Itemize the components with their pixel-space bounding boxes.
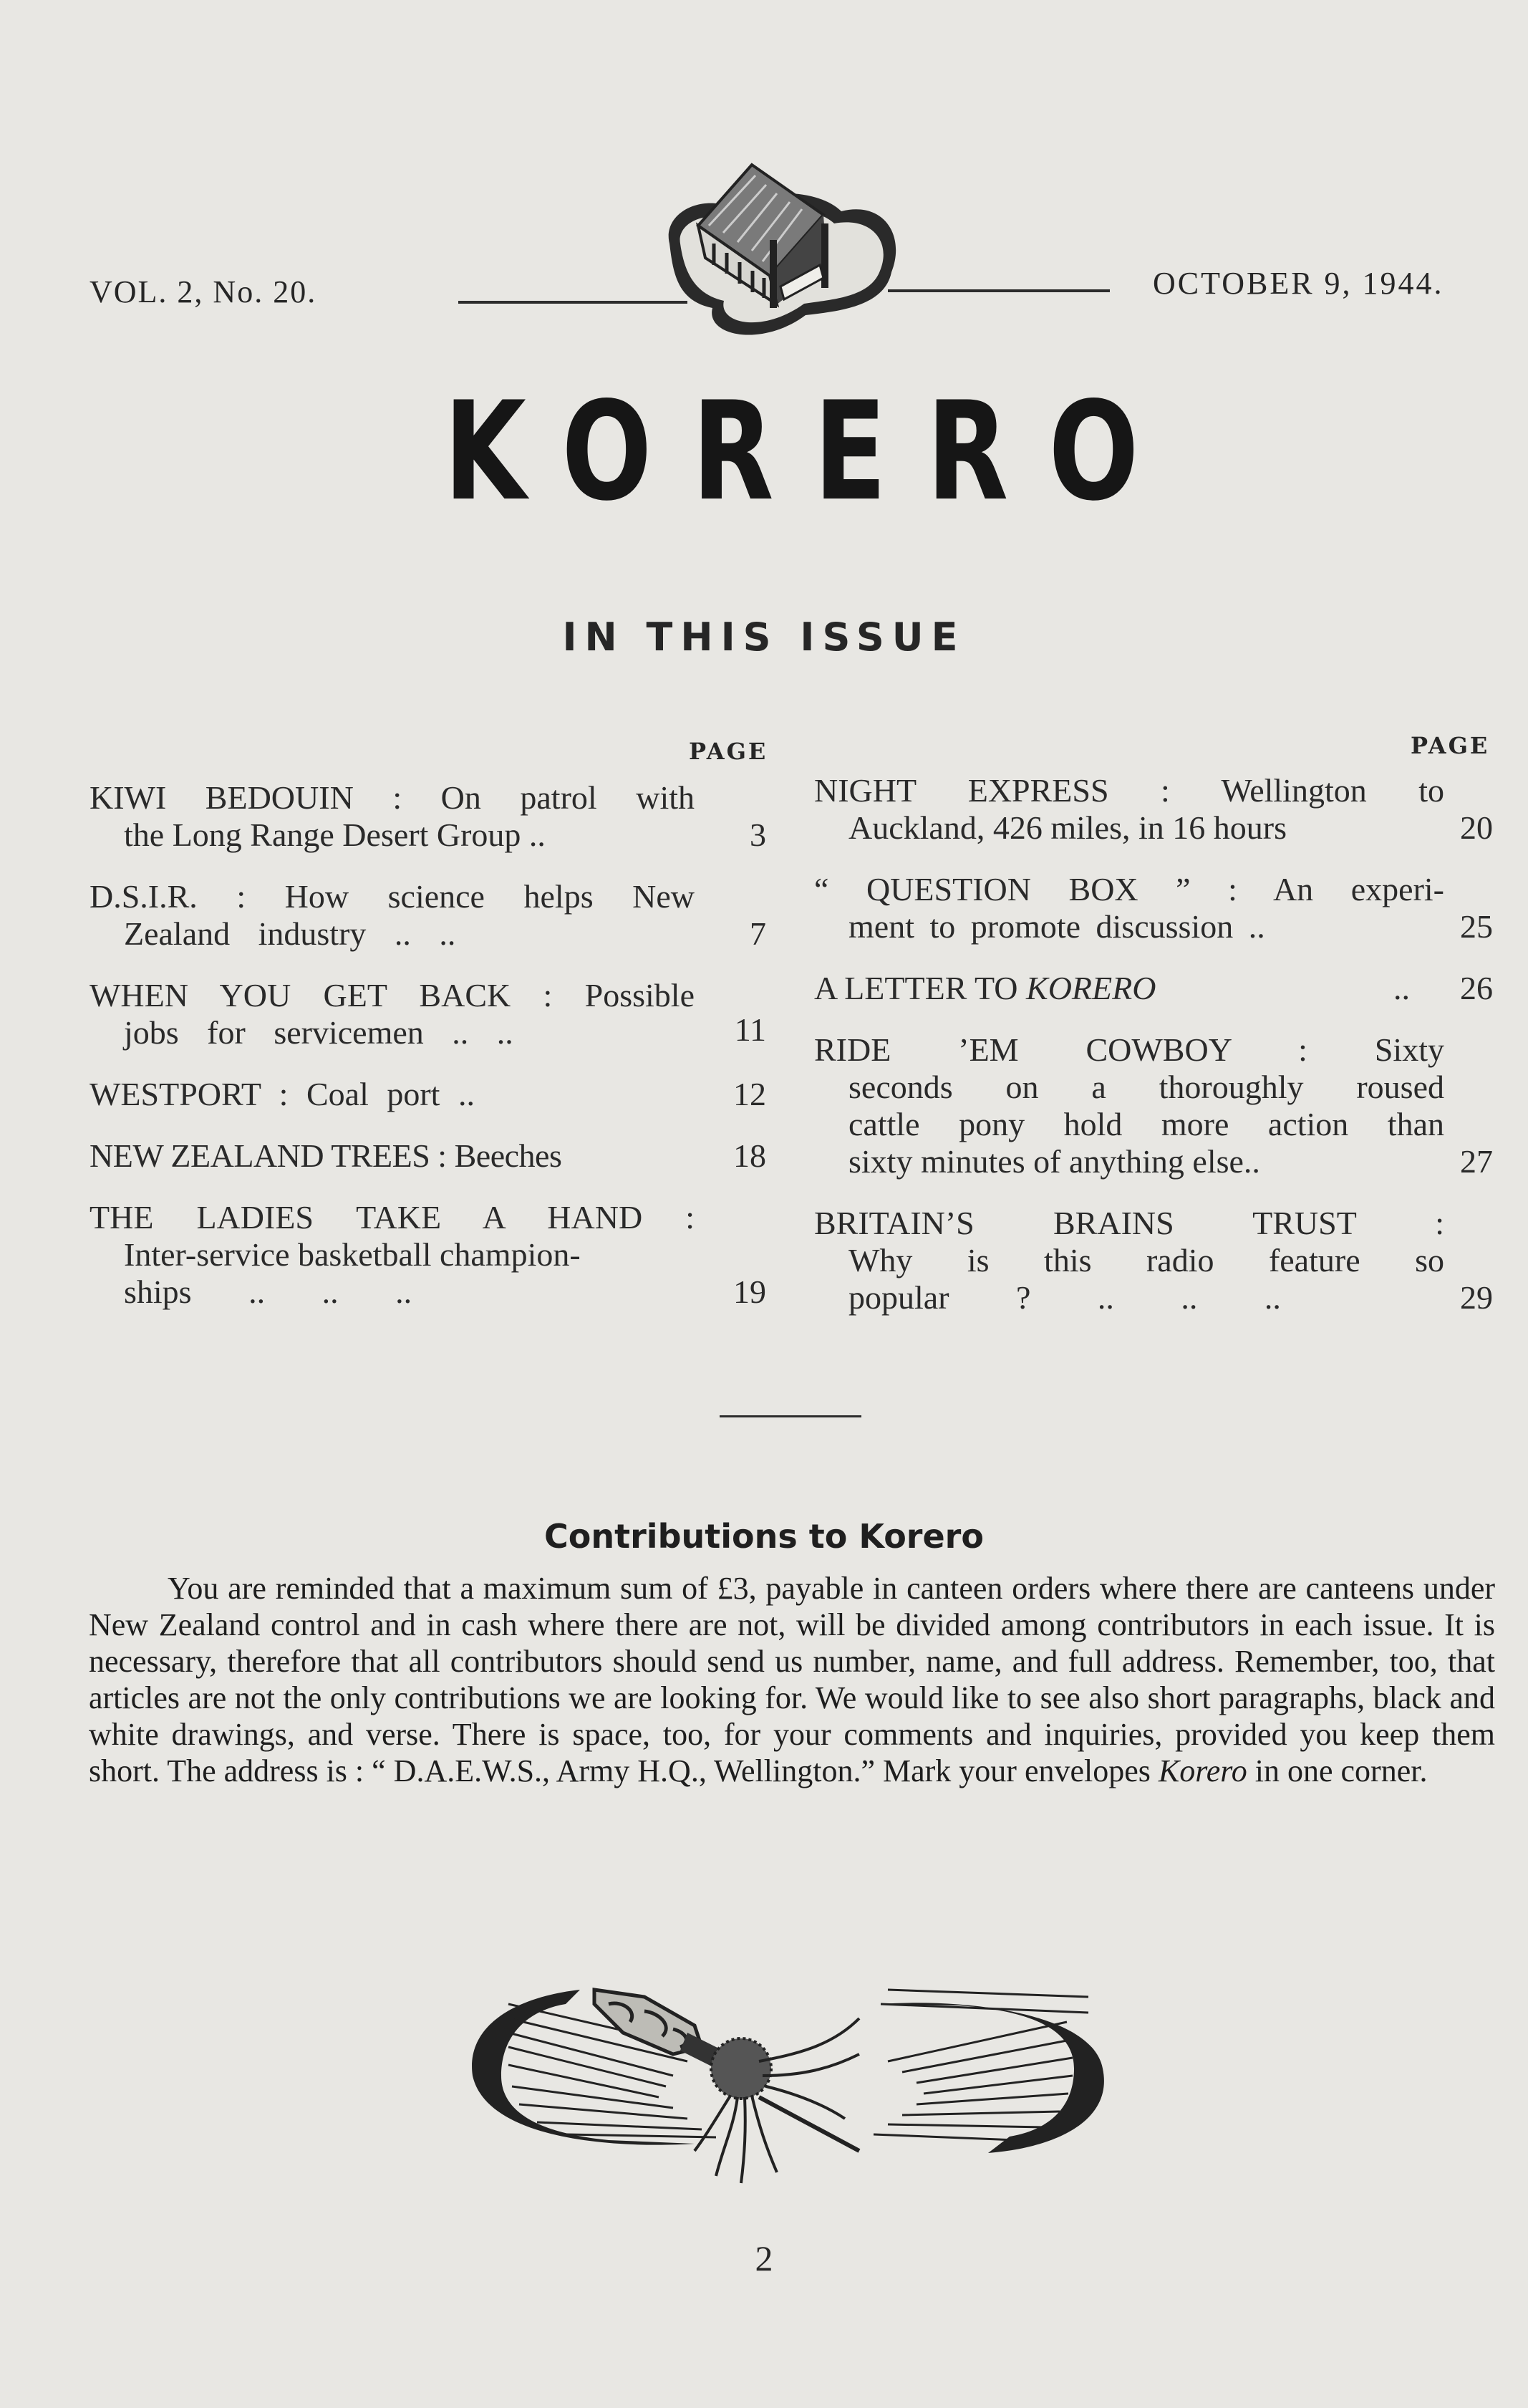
- toc-entry-subtitle: the Long Range Desert Group ..: [124, 817, 546, 853]
- toc-entry-page: 12: [733, 1076, 766, 1112]
- toc-entry[interactable]: [814, 970, 1493, 1007]
- toc-entry-subtitle: sixty minutes of anything else..: [848, 1143, 1260, 1180]
- section-divider: [720, 1415, 861, 1417]
- toc-entry-title: D.S.I.R. : How science helps New: [90, 878, 695, 915]
- toc-entry-page: 29: [1460, 1279, 1493, 1316]
- masthead-rule-left: [458, 301, 687, 304]
- toc-entry-title: [814, 970, 1493, 1007]
- korero-italic: KORERO: [1026, 970, 1156, 1006]
- toc-entry-subtitle: ships .. .. ..: [124, 1273, 412, 1310]
- toc-entry-page: 26: [1460, 970, 1493, 1006]
- toc-entry-subtitle: Zealand industry .. ..: [124, 915, 456, 952]
- whare-house-icon: [655, 158, 913, 365]
- contents-left-column: [90, 779, 766, 1335]
- toc-entry-title: RIDE ’EM COWBOY : Sixty: [814, 1031, 1444, 1068]
- toc-entry-page: 27: [1460, 1143, 1493, 1180]
- letter-title: A LETTER TO: [814, 970, 1027, 1006]
- toc-entry-page: 20: [1460, 809, 1493, 846]
- contents-right-column: [814, 772, 1493, 1341]
- toc-entry-page: 19: [733, 1273, 766, 1310]
- contributions-text: You are reminded that a maximum sum of £3, payable in canteen orders where there are canteens under New Zealand control and in cash where there are not, will be divided among contributors in each issue. It is necessary, therefore that all contributors should send us number, name, and full address. Remember, too, that articles are not the only contributions we are looking for. We would like to see also short paragraphs, black and white drawings, and verse. There is space, too, for your comments and inquiries, provided you keep them short. The address is : “ D.A.E.W.S., Army H.Q., Wellington.” Mark your envelopes: [89, 1571, 1495, 1788]
- toc-entry[interactable]: [814, 1031, 1493, 1180]
- toc-entry[interactable]: [90, 977, 766, 1051]
- page-column-label-left: PAGE: [689, 738, 768, 765]
- korero-italic: Korero: [1158, 1753, 1247, 1788]
- toc-entry-page: 18: [733, 1137, 766, 1174]
- toc-leader: ..: [1385, 970, 1410, 1006]
- toc-entry-subtitle: ment to promote discussion ..: [848, 908, 1265, 945]
- toc-entry[interactable]: [90, 779, 766, 854]
- contributions-text-end: in one corner.: [1247, 1753, 1428, 1788]
- contributions-paragraph: [89, 1570, 1495, 1789]
- toc-entry[interactable]: [814, 1205, 1493, 1316]
- contents-heading: IN THIS ISSUE: [562, 615, 966, 660]
- toc-entry-subtitle: jobs for servicemen .. ..: [124, 1014, 513, 1051]
- publication-title: KORERO: [444, 372, 1179, 531]
- toc-entry[interactable]: [814, 871, 1493, 945]
- toc-entry-title: WESTPORT : Coal port ..: [90, 1076, 475, 1112]
- toc-entry-page: 25: [1460, 908, 1493, 945]
- toc-entry-title: THE LADIES TAKE A HAND :: [90, 1199, 695, 1236]
- toc-entry[interactable]: [90, 1076, 766, 1113]
- toc-entry-page: 3: [750, 817, 766, 853]
- volume-number: VOL. 2, No. 20.: [90, 274, 317, 309]
- toc-entry-title: BRITAIN’S BRAINS TRUST :: [814, 1205, 1444, 1241]
- toc-entry-title: “ QUESTION BOX ” : An experi-: [814, 871, 1444, 907]
- toc-entry[interactable]: [90, 1137, 766, 1175]
- toc-entry[interactable]: [814, 772, 1493, 847]
- toc-entry-page: 11: [734, 1011, 766, 1048]
- issue-date: OCTOBER 9, 1944.: [1153, 266, 1444, 301]
- toc-entry-subtitle: Why is this radio feature so: [848, 1242, 1444, 1278]
- toc-entry-subtitle: seconds on a thoroughly roused: [848, 1069, 1444, 1105]
- masthead-rule-right: [888, 289, 1110, 292]
- toc-entry-subtitle: Inter-service basketball champion-: [124, 1236, 581, 1273]
- toc-entry-title: NEW ZEALAND TREES : Beeches: [90, 1137, 562, 1174]
- toc-entry[interactable]: [90, 878, 766, 953]
- toc-entry-subtitle: Auckland, 426 miles, in 16 hours: [848, 809, 1287, 846]
- toc-entry-title: NIGHT EXPRESS : Wellington to: [814, 772, 1444, 809]
- toc-entry-page: 7: [750, 915, 766, 952]
- taiaha-ornament-icon: [458, 1961, 1117, 2197]
- toc-entry-subtitle: popular ? .. .. ..: [848, 1279, 1281, 1316]
- page-number: 2: [755, 2238, 773, 2278]
- toc-entry-title: KIWI BEDOUIN : On patrol with: [90, 779, 695, 816]
- toc-entry-subtitle: cattle pony hold more action than: [848, 1106, 1444, 1142]
- page-column-label-right: PAGE: [1411, 732, 1490, 759]
- toc-entry-title: WHEN YOU GET BACK : Possible: [90, 977, 695, 1013]
- toc-entry[interactable]: [90, 1199, 766, 1311]
- contributions-heading: Contributions to Korero: [544, 1517, 984, 1556]
